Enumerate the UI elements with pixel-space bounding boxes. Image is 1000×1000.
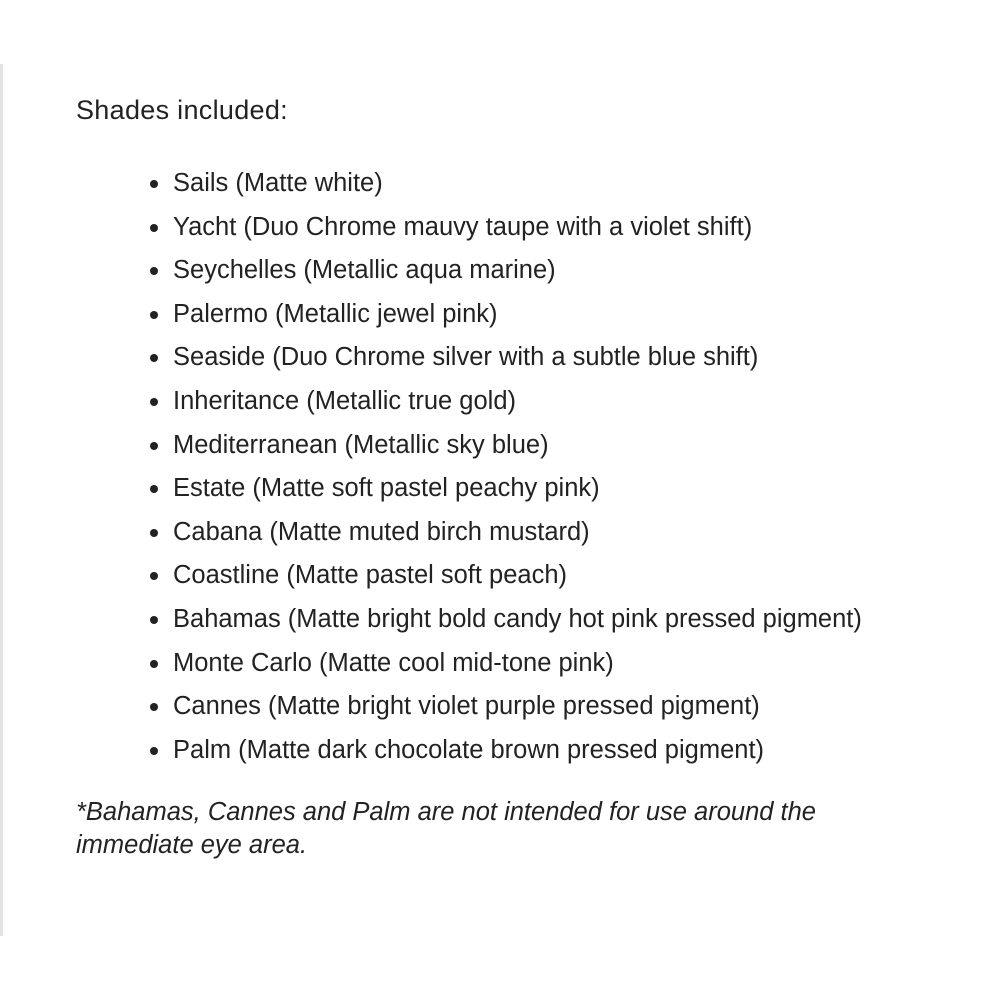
left-border-rule bbox=[0, 64, 3, 936]
list-item: Seychelles (Metallic aqua marine) bbox=[173, 249, 956, 293]
shade-list bbox=[76, 162, 956, 772]
list-item: Bahamas (Matte bright bold candy hot pink pressed pigment) bbox=[173, 598, 956, 642]
list-item: Mediterranean (Metallic sky blue) bbox=[173, 424, 956, 468]
list-item: Palm (Matte dark chocolate brown pressed pigment) bbox=[173, 729, 956, 773]
list-item: Monte Carlo (Matte cool mid-tone pink) bbox=[173, 642, 956, 686]
list-item: Cabana (Matte muted birch mustard) bbox=[173, 511, 956, 555]
list-item: Palermo (Metallic jewel pink) bbox=[173, 293, 956, 337]
list-item: Seaside (Duo Chrome silver with a subtle blue shift) bbox=[173, 336, 956, 380]
shades-heading: Shades included: bbox=[76, 95, 288, 125]
product-description bbox=[76, 88, 956, 862]
list-item: Cannes (Matte bright violet purple pressed pigment) bbox=[173, 685, 956, 729]
list-item: Estate (Matte soft pastel peachy pink) bbox=[173, 467, 956, 511]
list-item: Coastline (Matte pastel soft peach) bbox=[173, 554, 956, 598]
list-item: Sails (Matte white) bbox=[173, 162, 956, 206]
list-item: Inheritance (Metallic true gold) bbox=[173, 380, 956, 424]
eye-area-disclaimer: *Bahamas, Cannes and Palm are not intended for use around the immediate eye area. bbox=[76, 798, 816, 860]
list-item: Yacht (Duo Chrome mauvy taupe with a violet shift) bbox=[173, 206, 956, 250]
